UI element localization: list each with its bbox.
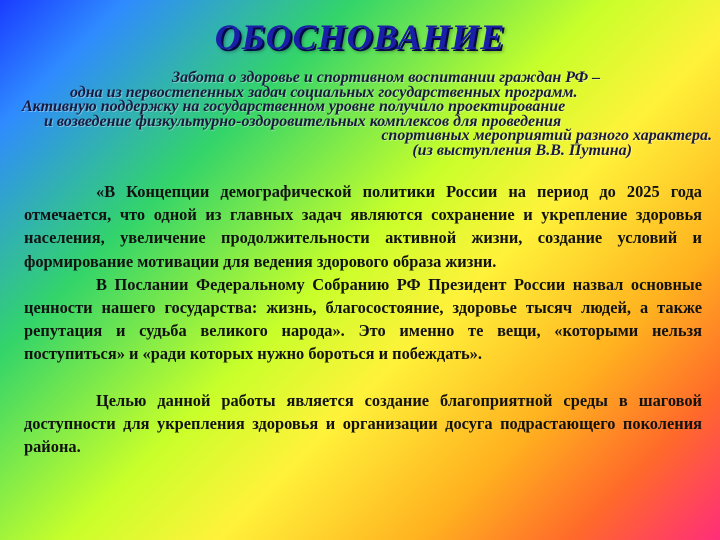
epigraph-line: Забота о здоровье и спортивном воспитании граждан РФ – xyxy=(172,69,601,86)
epigraph-line: спортивных мероприятий разного характера. xyxy=(381,127,712,144)
epigraph-line: Активную поддержку на государственном уровне получило проектирование xyxy=(22,98,566,115)
paragraph-address: В Послании Федеральному Собранию РФ Президент России назвал основные ценности нашего государства: жизнь, благосостояние, здоровье тысяч людей, а также репутация и судьба великого народа». Это именно те вещи, «которыми нельзя поступиться» и «ради которых нужно бороться и побеждать». xyxy=(24,274,702,364)
epigraph-quote xyxy=(22,71,712,158)
body-text xyxy=(24,180,702,458)
paragraph-goal: Целью данной работы является создание благоприятной среды в шаговой доступности для укрепления здоровья и организации досуга подрастающего поколения района. xyxy=(24,390,702,457)
epigraph-attribution: (из выступления В.В. Путина) xyxy=(412,141,632,159)
epigraph-line: одна из первостепенных задач социальных государственных программ. xyxy=(70,83,578,101)
slide-title: ОБОСНОВАНИЕ xyxy=(214,17,506,57)
paragraph-concept: «В Концепции демографической политики России на период до 2025 года отмечается, что одной из главных задач являются сохранение и укрепление здоровья населения, увеличение продолжительности активной жизни, создание условий и формирование мотивации для ведения здорового образа жизни. xyxy=(24,182,702,271)
epigraph-line: и возведение физкультурно-оздоровительных комплексов для проведения xyxy=(44,112,562,130)
